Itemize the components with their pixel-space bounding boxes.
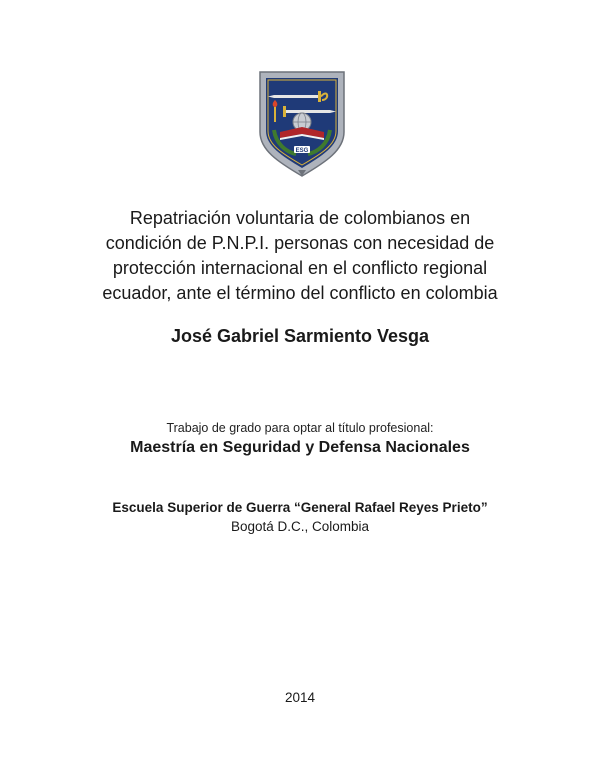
degree-purpose: Trabajo de grado para optar al título profesional: [166,421,434,435]
title-line: ecuador, ante el término del conflicto en colombia [102,283,498,303]
crest-badge-text: ESG [295,148,309,154]
title-line: protección internacional en el conflicto regional [112,258,488,278]
city-location: Bogotá D.C., Colombia [230,519,370,534]
degree-name: Maestría en Seguridad y Defensa Nacionales [130,439,470,456]
title-line: condición de P.N.P.I. personas con necesidad de [105,233,495,253]
school-crest-icon [256,70,348,178]
author-name: José Gabriel Sarmiento Vesga [170,326,430,346]
thesis-title [0,206,600,306]
publication-year: 2014 [284,690,316,705]
school-name: Escuela Superior de Guerra “General Rafael Reyes Prieto” [112,500,488,515]
title-line: Repatriación voluntaria de colombianos en [129,208,471,228]
